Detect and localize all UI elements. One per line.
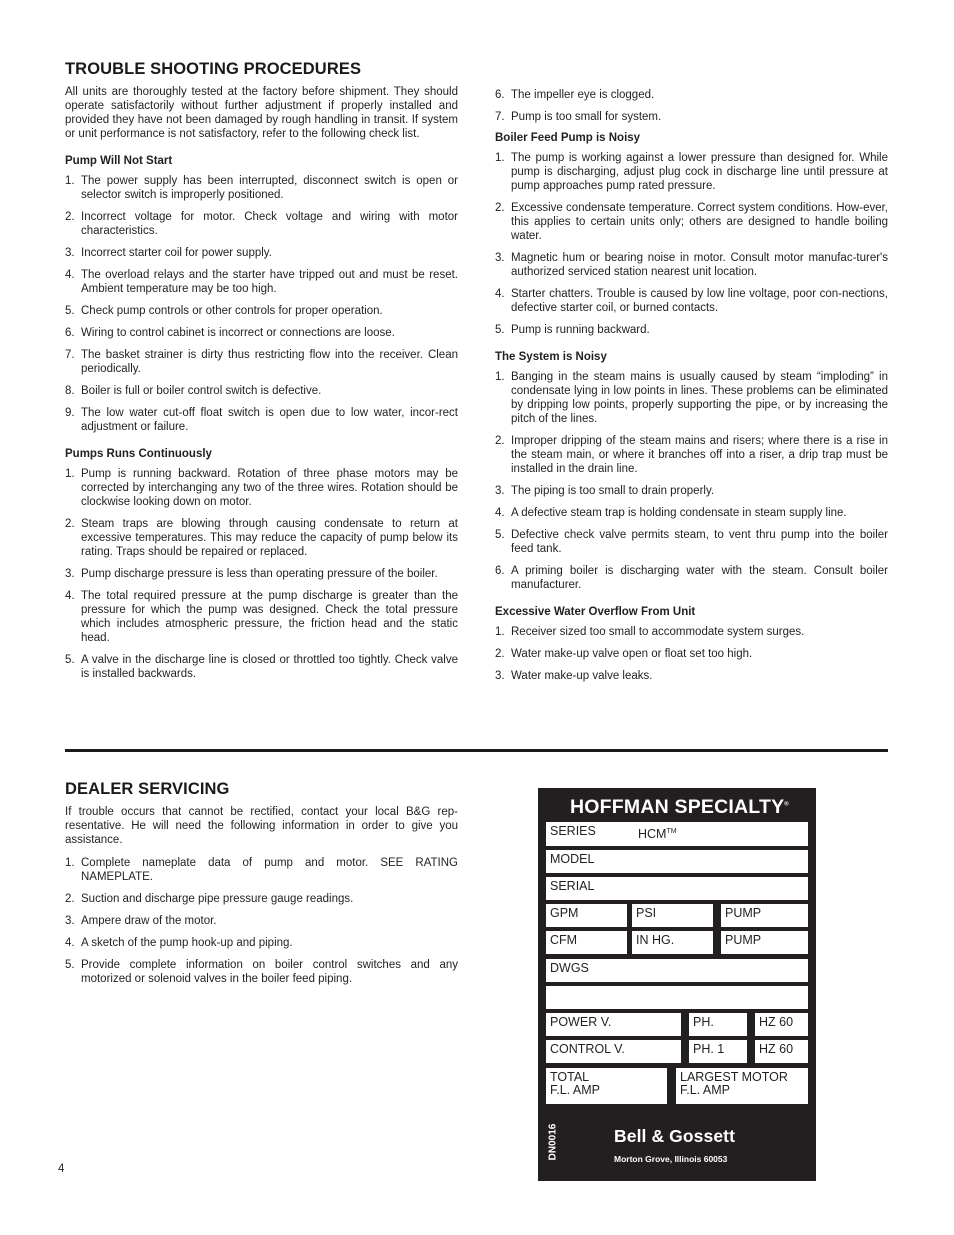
continued-list xyxy=(495,88,888,124)
list-item xyxy=(495,506,888,520)
list-item-text: A priming boiler is discharging water with the steam. Consult boiler manufacturer. xyxy=(511,565,888,591)
list-item xyxy=(495,323,888,337)
list-item xyxy=(65,653,458,681)
list-item xyxy=(495,434,888,476)
list-item-number: 2. xyxy=(495,648,505,660)
list-item-number: 2. xyxy=(495,435,505,447)
list-item xyxy=(495,647,888,661)
list-item-text: Improper dripping of the steam mains and risers; where there is a rise in the steam main, or where it branches off into a riser, a drip trap must be installed in the drain line. xyxy=(511,435,888,475)
list-item-number: 4. xyxy=(65,269,75,281)
list-item-number: 5. xyxy=(495,324,505,336)
list-item-number: 6. xyxy=(495,89,505,101)
list-item xyxy=(65,326,458,340)
list-item xyxy=(65,467,458,509)
list-item xyxy=(65,210,458,238)
list-item-text: Provide complete information on boiler control switches and any motorized or solenoid valves in the boiler feed piping. xyxy=(81,959,458,985)
section-list xyxy=(495,151,888,337)
list-item-text: The pump is working against a lower pressure than designed for. While pump is discharging, adjust plug cock in discharge line until pressure at pump approaches pump rated pressure. xyxy=(511,152,888,192)
list-item-number: 4. xyxy=(65,590,75,602)
list-item-number: 5. xyxy=(495,529,505,541)
list-item-text: Suction and discharge pipe pressure gauge readings. xyxy=(81,893,354,905)
list-item-text: The impeller eye is clogged. xyxy=(511,89,655,101)
list-item-number: 4. xyxy=(495,288,505,300)
list-item xyxy=(65,958,458,986)
list-item-text: Boiler is full or boiler control switch is defective. xyxy=(81,385,322,397)
list-item-number: 3. xyxy=(495,485,505,497)
nameplate-total-amp-field: TOTAL F.L. AMP xyxy=(546,1068,667,1104)
list-item xyxy=(495,251,888,279)
section-heading: Pump Will Not Start xyxy=(65,155,173,167)
nameplate-pump-field-1: PUMP xyxy=(721,904,808,927)
troubleshooting-title: TROUBLE SHOOTING PROCEDURES xyxy=(65,60,362,78)
list-item xyxy=(65,914,458,928)
company-address: Morton Grove, Illinois 60053 xyxy=(614,1154,728,1164)
nameplate-doc-code: DN0016 xyxy=(547,1123,559,1161)
dealer-servicing-intro: If trouble occurs that cannot be rectified, contact your local B&G rep-resentative. He will need the following information in order to give you assistance. xyxy=(65,806,458,846)
right-sections xyxy=(495,132,888,683)
list-item xyxy=(495,151,888,193)
nameplate-gpm-field: GPM xyxy=(546,904,627,927)
list-item-number: 5. xyxy=(65,305,75,317)
page-number: 4 xyxy=(58,1163,65,1175)
list-item xyxy=(495,625,888,639)
list-item-number: 2. xyxy=(65,893,75,905)
list-item-text: Check pump controls or other controls for proper operation. xyxy=(81,305,383,317)
list-item-text: Receiver sized too small to accommodate system surges. xyxy=(511,626,805,638)
rating-nameplate xyxy=(538,788,816,1181)
list-item xyxy=(495,287,888,315)
list-item xyxy=(65,567,458,581)
list-item-number: 4. xyxy=(65,937,75,949)
list-item-text: Complete nameplate data of pump and motor. SEE RATING NAMEPLATE. xyxy=(81,857,458,883)
list-item-number: 2. xyxy=(65,211,75,223)
list-item-number: 3. xyxy=(495,252,505,264)
section-list xyxy=(495,370,888,592)
nameplate-cfm-field: CFM xyxy=(546,931,627,954)
nameplate-power-field: POWER V. xyxy=(546,1013,681,1036)
list-item-number: 3. xyxy=(65,247,75,259)
list-item-number: 7. xyxy=(495,111,505,123)
list-item xyxy=(65,268,458,296)
list-item xyxy=(495,564,888,592)
dealer-servicing-title: DEALER SERVICING xyxy=(65,780,230,798)
list-item-text: A valve in the discharge line is closed or throttled too tightly. Check valve is installed backwards. xyxy=(81,654,458,680)
list-item-text: Steam traps are blowing through causing condensate to return at excessive temperatures. This may reduce the capacity of pump below its rating. Traps should be repaired or replaced. xyxy=(81,518,458,558)
nameplate-blank-field xyxy=(546,986,808,1009)
list-item-number: 2. xyxy=(495,202,505,214)
list-item-text: Incorrect starter coil for power supply. xyxy=(81,247,272,259)
list-item-number: 1. xyxy=(495,371,505,383)
list-item-number: 9. xyxy=(65,407,75,419)
list-item-text: The power supply has been interrupted, disconnect switch is open or selector switch is improperly positioned. xyxy=(81,175,458,201)
list-item-number: 1. xyxy=(65,857,75,869)
list-item-text: Incorrect voltage for motor. Check voltage and wiring with motor characteristics. xyxy=(81,211,458,237)
list-item-number: 5. xyxy=(65,654,75,666)
list-item-text: The basket strainer is dirty thus restricting flow into the receiver. Clean periodically. xyxy=(81,349,458,375)
section-divider xyxy=(65,749,888,752)
list-item-text: The low water cut-off float switch is open due to low water, incor-rect adjustment or failure. xyxy=(81,407,458,433)
bell-gossett-logo: Bell & Gossett xyxy=(614,1126,736,1146)
section-list xyxy=(65,467,458,681)
list-item-number: 4. xyxy=(495,507,505,519)
nameplate-largest-motor-field: LARGEST MOTOR F.L. AMP xyxy=(676,1068,808,1104)
nameplate-ph1-field: PH. 1 xyxy=(689,1040,747,1063)
nameplate-hz-field-1: HZ 60 xyxy=(755,1013,808,1036)
list-item-text: Water make-up valve leaks. xyxy=(511,670,653,682)
section-heading: The System is Noisy xyxy=(495,351,607,363)
list-item xyxy=(495,528,888,556)
list-item-text: The overload relays and the starter have tripped out and must be reset. Ambient temperature may be too high. xyxy=(81,269,458,295)
list-item xyxy=(65,304,458,318)
list-item xyxy=(65,174,458,202)
list-item-number: 5. xyxy=(65,959,75,971)
section-heading: Pumps Runs Continuously xyxy=(65,448,212,460)
list-item xyxy=(65,589,458,645)
list-item-text: Pump is too small for system. xyxy=(511,111,662,123)
list-item xyxy=(65,856,458,884)
list-item-number: 1. xyxy=(495,626,505,638)
list-item xyxy=(495,201,888,243)
list-item xyxy=(65,384,458,398)
list-item-text: Magnetic hum or bearing noise in motor. Consult motor manufac-turer's authorized serviced station nearest unit location. xyxy=(511,252,888,278)
list-item-number: 1. xyxy=(65,468,75,480)
list-item xyxy=(65,246,458,260)
nameplate-inhg-field: IN HG. xyxy=(632,931,713,954)
list-item xyxy=(65,517,458,559)
troubleshooting-left-column xyxy=(65,60,458,689)
nameplate-control-field: CONTROL V. xyxy=(546,1040,681,1063)
list-item-number: 1. xyxy=(495,152,505,164)
nameplate-psi-field: PSI xyxy=(632,904,713,927)
list-item-number: 1. xyxy=(65,175,75,187)
list-item-text: The piping is too small to drain properly. xyxy=(511,485,715,497)
list-item-text: Pump discharge pressure is less than operating pressure of the boiler. xyxy=(81,568,438,580)
left-sections xyxy=(65,155,458,681)
list-item-text: Pump is running backward. Rotation of three phase motors may be corrected by interchanging any two of the three wires. Rotation should be clockwise looking down on motor. xyxy=(81,468,458,508)
nameplate-brand: HOFFMAN SPECIALTY® xyxy=(570,796,789,818)
dealer-servicing-section xyxy=(65,780,458,994)
list-item xyxy=(495,669,888,683)
troubleshooting-right-column xyxy=(495,88,888,691)
list-item xyxy=(495,110,888,124)
list-item-number: 3. xyxy=(65,568,75,580)
list-item-text: A sketch of the pump hook-up and piping. xyxy=(81,937,293,949)
list-item-number: 3. xyxy=(65,915,75,927)
list-item xyxy=(495,484,888,498)
list-item xyxy=(65,936,458,950)
nameplate-hz-field-2: HZ 60 xyxy=(755,1040,808,1063)
list-item-number: 3. xyxy=(495,670,505,682)
list-item-number: 6. xyxy=(495,565,505,577)
list-item-text: Wiring to control cabinet is incorrect or connections are loose. xyxy=(81,327,395,339)
section-heading: Excessive Water Overflow From Unit xyxy=(495,606,696,618)
list-item-number: 8. xyxy=(65,385,75,397)
nameplate-series-field: SERIES HCM™ xyxy=(546,822,808,846)
list-item-text: Starter chatters. Trouble is caused by low line voltage, poor con-nections, defective starter coil, or burned contacts. xyxy=(511,288,888,314)
nameplate-dwgs-field: DWGS xyxy=(546,959,808,982)
list-item xyxy=(65,406,458,434)
section-heading: Boiler Feed Pump is Noisy xyxy=(495,132,641,144)
list-item-text: The total required pressure at the pump discharge is greater than the pressure for which the pump was designed. Check the total pressure which includes atmospheric pressure, the friction head and the static head. xyxy=(81,590,458,644)
section-list xyxy=(495,625,888,683)
list-item-text: Banging in the steam mains is usually caused by steam “imploding” in condensate lying in low points in lines. These problems can be eliminated by dripping low points, properly supporting the pipe, or by increasing the pitch of the lines. xyxy=(511,371,888,425)
list-item-text: Excessive condensate temperature. Correct system conditions. How-ever, this applies to certain units only; others are designed to handle boiling water. xyxy=(511,202,888,242)
list-item xyxy=(495,370,888,426)
list-item-text: Defective check valve permits steam, to vent thru pump into the boiler feed tank. xyxy=(511,529,888,555)
troubleshooting-intro: All units are thoroughly tested at the factory before shipment. They should operate satisfactorily without further adjustment if properly installed and provided they have not been damaged by rough handling in transit. If system or unit performance is not satisfactory, refer to the following check list. xyxy=(65,86,458,140)
list-item-text: A defective steam trap is holding condensate in steam supply line. xyxy=(511,507,847,519)
list-item xyxy=(65,892,458,906)
list-item-text: Ampere draw of the motor. xyxy=(81,915,217,927)
list-item-text: Water make-up valve open or float set too high. xyxy=(511,648,753,660)
nameplate-serial-field: SERIAL xyxy=(546,877,808,900)
section-list xyxy=(65,174,458,434)
dealer-list xyxy=(65,856,458,986)
list-item xyxy=(65,348,458,376)
nameplate-ph-field: PH. xyxy=(689,1013,747,1036)
list-item-number: 2. xyxy=(65,518,75,530)
list-item-number: 7. xyxy=(65,349,75,361)
nameplate-pump-field-2: PUMP xyxy=(721,931,808,954)
list-item xyxy=(495,88,888,102)
list-item-text: Pump is running backward. xyxy=(511,324,650,336)
nameplate-model-field: MODEL xyxy=(546,850,808,873)
list-item-number: 6. xyxy=(65,327,75,339)
